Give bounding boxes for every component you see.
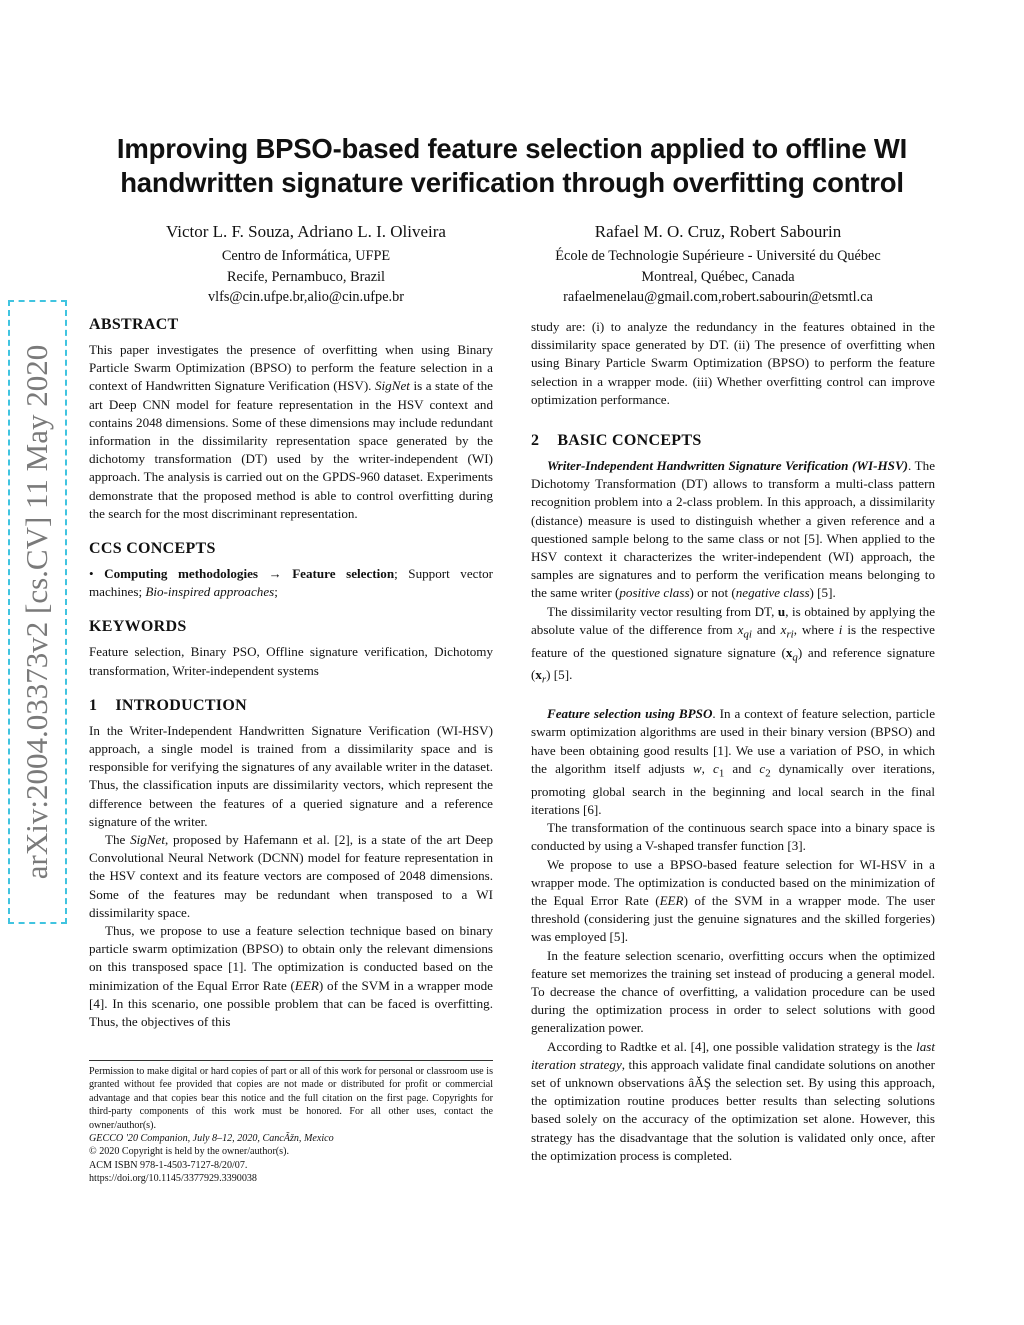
left-column — [89, 315, 493, 1031]
transfer-function-paragraph: The transformation of the continuous search space into a binary space is conducted by using a V-shaped transfer function [3]. — [531, 820, 935, 854]
author-email-1: vlfs@cin.ufpe.br,alio@cin.ufpe.br — [207, 289, 405, 305]
wi-hsv-paragraph: Writer-Independent Handwritten Signature Verification (WI-HSV). The Dichotomy Transformation (DT) allows to transform a multi-class pattern recognition problem into a 2-class problem. In this approach, a dissimilarity (distance) measure is used to distinguish whether a given reference and a questioned sample belong to the same class or not [5]. When applied to the HSV context it characterizes the writer-independent (WI) approach, the samples are signatures and to perform the verification means belonging to the same writer (positive class) or not (negative class) [5]. — [531, 458, 936, 601]
proposal-paragraph: We propose to use a BPSO-based feature selection for WI-HSV in a wrapper mode. The optimization is conducted based on the minimization of the Equal Error Rate (EER) of the SVM in a wrapper mode. The user threshold (considering just the genuine signatures and the skilled forgeries) was employed [5]. — [531, 856, 935, 945]
basic-concepts-heading: 2 BASIC CONCEPTS — [531, 432, 702, 450]
author-block-2 — [520, 220, 916, 308]
paper-title: Improving BPSO-based feature selection applied to offline WI handwritten signature verification through overfitting control — [116, 133, 908, 198]
intro-p2: The SigNet, proposed by Hafemann et al. [2], is a state of the art Deep Convolutional Neural Network (DCNN) model for feature representation in the HSV context and its feature vectors are composed of 2048 dimensions. Some of the features may be redundant when transposed to a WI dissimilarity space. — [89, 832, 493, 920]
intro-p1: In the Writer-Independent Handwritten Signature Verification (WI-HSV) approach, a single model is trained from a dissimilarity space and is responsible for verifying the signatures of any available writer in the dataset. Thus, the classification inputs are dissimilarity vectors, which represent the difference between the features of a queried signature and a reference signature of the writer. — [89, 722, 493, 829]
author-location-2: Montreal, Québec, Canada — [641, 268, 795, 285]
abstract-text: This paper investigates the presence of overfitting when using Binary Particle Swarm Optimization (BPSO) to perform the feature selection in a context of Handwritten Signature Verification (HSV). SigNet is a state of the art Deep CNN model for feature representation in the HSV context and contains 2048 dimensions. Some of these dimensions may include redundant information in the dissimilarity representation space generated by the dichotomy transformation (DT) used by the writer-independent (WI) approach. The analysis is carried out on the GPDS-960 dataset. Experiments demonstrate that the proposed method is able to control overfitting during the search for the most discriminant representation. — [89, 342, 493, 521]
overfitting-paragraph: In the feature selection scenario, overfitting occurs when the optimized feature set memorizes the training set instead of producing a general model. To decrease the chance of overfitting, a validation procedure can be used during the optimization process in order to select solutions with good generalization power. — [531, 947, 935, 1036]
conference-info: GECCO '20 Companion, July 8–12, 2020, CancÃžn, Mexico — [89, 1133, 334, 1145]
ccs-heading: CCS CONCEPTS — [89, 540, 216, 558]
keywords-heading: KEYWORDS — [89, 618, 187, 636]
arxiv-id: arXiv:2004.03373v2 [cs.CV] 11 May 2020 — [19, 344, 55, 880]
author-affiliation-1: Centro de Informática, UFPE — [221, 248, 391, 264]
copyright-line: © 2020 Copyright is held by the owner/author(s). — [89, 1146, 289, 1158]
intro-p3: Thus, we propose to use a feature selection technique based on binary particle swarm optimization (BPSO) to obtain only the relevant dimensions on this transposed space [1]. The optimization is conducted based on the minimization of the Equal Error Rate (EER) of the SVM in a wrapper mode [4]. In this scenario, one possible problem that can be faced is overfitting. Thus, the objectives of this — [89, 923, 493, 1030]
dissimilarity-vector-paragraph: The dissimilarity vector resulting from DT, u, is obtained by applying the absolute value of the difference from $x_{qi}$ and $x_{ri}$, where i is the respective feature of the questioned signature signature $(x_q)$ and reference signature $(x_r)$ [5]. — [531, 603, 936, 687]
doi-link[interactable]: https://doi.org/10.1145/3377929.3390038 — [89, 1173, 257, 1185]
author-names-1: Victor L. F. Souza, Adriano L. I. Oliveira — [166, 222, 446, 241]
isbn-line: ACM ISBN 978-1-4503-7127-8/20/07. — [89, 1159, 248, 1171]
author-location-1: Recife, Pernambuco, Brazil — [227, 268, 385, 285]
author-block-1 — [120, 220, 492, 308]
permission-text: Permission to make digital or hard copies of part or all of this work for personal or classroom use is granted without fee provided that copies are not made or distributed for profit or commercial advantage and that copies bear this notice and the full citation on the first page. Copyrights for third-party components of this work must be honored. For all other uses, contact the owner/author(s). — [89, 1066, 493, 1131]
intro-continued: study are: (i) to analyze the redundancy in the features obtained in the dissimilarity space generated by DT. (ii) The presence of overfitting when using Binary Particle Swarm Optimization (BPSO) to perform the feature selection in a wrapper mode. (iii) Whether overfitting control can improve optimization performance. — [531, 319, 935, 407]
keywords-text: Feature selection, Binary PSO, Offline signature verification, Dichotomy transformation, Writer-independent systems — [89, 644, 493, 678]
right-column — [531, 318, 935, 1165]
feature-selection-paragraph: Feature selection using BPSO. In a context of feature selection, particle swarm optimization algorithms are used in their binary version (BPSO) and have been obtaining good results [1]. We use a variation of PSO, in which the algorithm itself adjusts w, $c_1$ and $c_2$ dynamically over iterations, promoting global search in the beginning and local search in the final iterations [6]. — [531, 706, 936, 817]
arxiv-stamp — [8, 300, 67, 924]
author-email-2: rafaelmenelau@gmail.com,robert.sabourin@etsmtl.ca — [563, 289, 873, 305]
author-affiliation-2: École de Technologie Supérieure - Université du Québec — [555, 248, 881, 264]
author-names-2: Rafael M. O. Cruz, Robert Sabourin — [594, 222, 842, 241]
intro-heading: 1 INTRODUCTION — [89, 696, 247, 714]
abstract-heading: ABSTRACT — [89, 316, 179, 333]
ccs-text: • Computing methodologies → Feature selection; Support vector machines; Bio-inspired approaches; — [89, 566, 494, 600]
copyright-footnote — [89, 1060, 493, 1186]
validation-strategy-paragraph: According to Radtke et al. [4], one possible validation strategy is the last iteration strategy, this approach validate final candidate solutions on another set of unknown observations âĂŞ the selection set. By using this approach, the optimization routine produces better results than selecting solutions based solely on the accuracy of the optimization set alone. However, this strategy has the disadvantage that the solution is validated only once, after the optimization process is completed. — [531, 1038, 936, 1163]
